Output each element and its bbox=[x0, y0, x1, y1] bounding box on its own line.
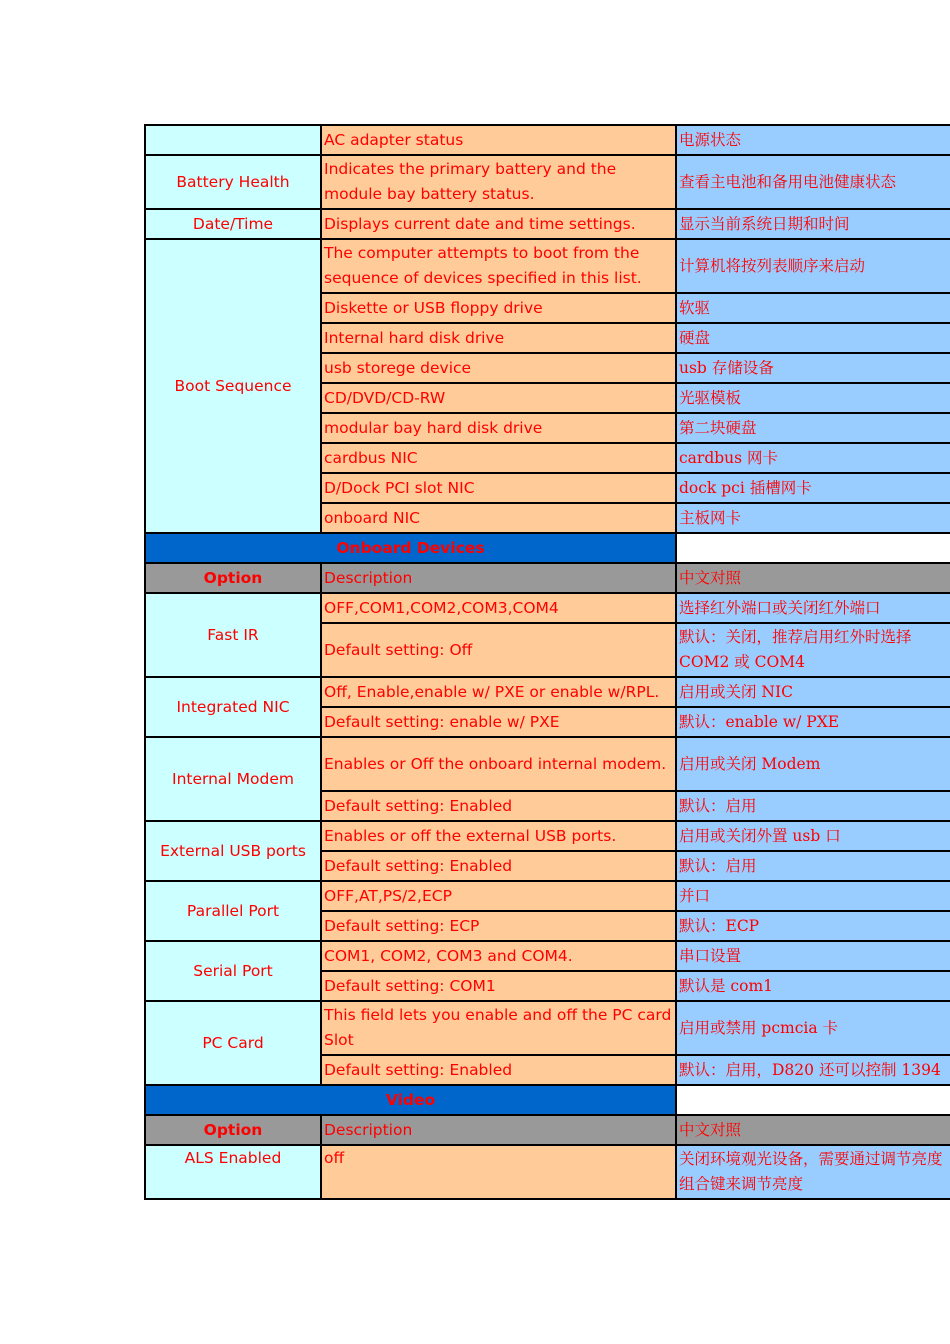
description-cell: AC adapter status bbox=[322, 126, 677, 156]
option-cell: Fast IR bbox=[146, 594, 322, 678]
description-cell: Default setting: COM1 bbox=[322, 972, 677, 1002]
description-cell: D/Dock PCI slot NIC bbox=[322, 474, 677, 504]
chinese-cell: 启用或关闭 NIC bbox=[677, 678, 950, 708]
description-cell: Default setting: ECP bbox=[322, 912, 677, 942]
description-cell: Default setting: Enabled bbox=[322, 792, 677, 822]
chinese-cell: 默认是 com1 bbox=[677, 972, 950, 1002]
section-row bbox=[146, 1086, 950, 1116]
table-row bbox=[146, 240, 950, 294]
table-row bbox=[146, 882, 950, 912]
option-cell: Serial Port bbox=[146, 942, 322, 1002]
description-cell: Diskette or USB floppy drive bbox=[322, 294, 677, 324]
chinese-cell: 默认：启用，D820 还可以控制 1394 bbox=[677, 1056, 950, 1086]
column-header-description: Description bbox=[322, 1116, 677, 1146]
column-header-option: Option bbox=[146, 1116, 322, 1146]
description-cell: Default setting: Off bbox=[322, 624, 677, 678]
chinese-cell: 串口设置 bbox=[677, 942, 950, 972]
header-row bbox=[146, 564, 950, 594]
chinese-cell: 显示当前系统日期和时间 bbox=[677, 210, 950, 240]
description-cell: Displays current date and time settings. bbox=[322, 210, 677, 240]
description-cell: This field lets you enable and off the PC card Slot bbox=[322, 1002, 677, 1056]
chinese-cell: 默认：ECP bbox=[677, 912, 950, 942]
table-row bbox=[146, 678, 950, 708]
description-cell: OFF,COM1,COM2,COM3,COM4 bbox=[322, 594, 677, 624]
column-header-chinese: 中文对照 bbox=[677, 1116, 950, 1146]
description-cell: The computer attempts to boot from the sequence of devices specified in this list. bbox=[322, 240, 677, 294]
description-cell: cardbus NIC bbox=[322, 444, 677, 474]
description-cell: onboard NIC bbox=[322, 504, 677, 534]
chinese-cell: 关闭环境观光设备，需要通过调节亮度组合键来调节亮度 bbox=[677, 1146, 950, 1200]
option-cell: External USB ports bbox=[146, 822, 322, 882]
description-cell: Default setting: enable w/ PXE bbox=[322, 708, 677, 738]
option-cell: Boot Sequence bbox=[146, 240, 322, 534]
chinese-cell: 启用或关闭外置 usb 口 bbox=[677, 822, 950, 852]
chinese-cell: 启用或禁用 pcmcia 卡 bbox=[677, 1002, 950, 1056]
description-cell: Enables or Off the onboard internal modem. bbox=[322, 738, 677, 792]
table-row bbox=[146, 126, 950, 156]
description-cell: Internal hard disk drive bbox=[322, 324, 677, 354]
header-row bbox=[146, 1116, 950, 1146]
option-cell: PC Card bbox=[146, 1002, 322, 1086]
description-cell: Enables or off the external USB ports. bbox=[322, 822, 677, 852]
table-row bbox=[146, 738, 950, 792]
chinese-cell: 光驱模板 bbox=[677, 384, 950, 414]
option-cell: Integrated NIC bbox=[146, 678, 322, 738]
section-blank-cell bbox=[677, 534, 950, 564]
column-header-description: Description bbox=[322, 564, 677, 594]
chinese-cell: 硬盘 bbox=[677, 324, 950, 354]
chinese-cell: 计算机将按列表顺序来启动 bbox=[677, 240, 950, 294]
description-cell: Off, Enable,enable w/ PXE or enable w/RPL. bbox=[322, 678, 677, 708]
table-row bbox=[146, 594, 950, 624]
chinese-cell: 默认：关闭，推荐启用红外时选择 COM2 或 COM4 bbox=[677, 624, 950, 678]
chinese-cell: cardbus 网卡 bbox=[677, 444, 950, 474]
option-cell: ALS Enabled bbox=[146, 1146, 322, 1200]
column-header-chinese: 中文对照 bbox=[677, 564, 950, 594]
table-row bbox=[146, 1146, 950, 1200]
chinese-cell: 查看主电池和备用电池健康状态 bbox=[677, 156, 950, 210]
section-title: Onboard Devices bbox=[146, 534, 677, 564]
option-cell: Parallel Port bbox=[146, 882, 322, 942]
section-title: Video bbox=[146, 1086, 677, 1116]
description-cell: CD/DVD/CD-RW bbox=[322, 384, 677, 414]
description-cell: usb storege device bbox=[322, 354, 677, 384]
table-row bbox=[146, 822, 950, 852]
option-cell: Battery Health bbox=[146, 156, 322, 210]
option-cell: Internal Modem bbox=[146, 738, 322, 822]
chinese-cell: 主板网卡 bbox=[677, 504, 950, 534]
table-row bbox=[146, 156, 950, 210]
chinese-cell: 并口 bbox=[677, 882, 950, 912]
chinese-cell: 电源状态 bbox=[677, 126, 950, 156]
section-row bbox=[146, 534, 950, 564]
chinese-cell: usb 存储设备 bbox=[677, 354, 950, 384]
option-cell bbox=[146, 126, 322, 156]
chinese-cell: 选择红外端口或关闭红外端口 bbox=[677, 594, 950, 624]
chinese-cell: 默认：启用 bbox=[677, 852, 950, 882]
chinese-cell: 启用或关闭 Modem bbox=[677, 738, 950, 792]
chinese-cell: dock pci 插槽网卡 bbox=[677, 474, 950, 504]
description-cell: COM1, COM2, COM3 and COM4. bbox=[322, 942, 677, 972]
section-blank-cell bbox=[677, 1086, 950, 1116]
description-cell: modular bay hard disk drive bbox=[322, 414, 677, 444]
bios-settings-table bbox=[144, 124, 950, 1200]
description-cell: Default setting: Enabled bbox=[322, 1056, 677, 1086]
description-cell: off bbox=[322, 1146, 677, 1200]
chinese-cell: 默认：enable w/ PXE bbox=[677, 708, 950, 738]
chinese-cell: 第二块硬盘 bbox=[677, 414, 950, 444]
table-row bbox=[146, 942, 950, 972]
chinese-cell: 默认：启用 bbox=[677, 792, 950, 822]
chinese-cell: 软驱 bbox=[677, 294, 950, 324]
table-row bbox=[146, 210, 950, 240]
description-cell: Indicates the primary battery and the module bay battery status. bbox=[322, 156, 677, 210]
table-row bbox=[146, 1002, 950, 1056]
description-cell: Default setting: Enabled bbox=[322, 852, 677, 882]
column-header-option: Option bbox=[146, 564, 322, 594]
option-cell: Date/Time bbox=[146, 210, 322, 240]
description-cell: OFF,AT,PS/2,ECP bbox=[322, 882, 677, 912]
